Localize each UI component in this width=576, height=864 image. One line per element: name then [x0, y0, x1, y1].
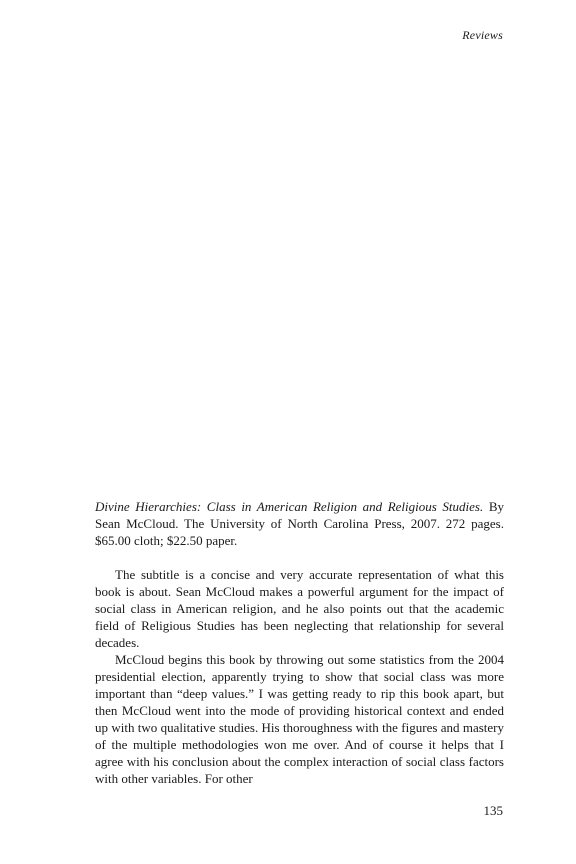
- book-details: By Sean McCloud. The University of North Carolina Press, 2007. 272 pages. $65.00 cloth; $22.50 paper.: [95, 499, 504, 548]
- review-paragraph-2: McCloud begins this book by throwing out some statistics from the 2004 presidential election, apparently trying to show that social class was more important than “deep values.” I was getting ready to rip this book apart, but then McCloud went into the mode of providing historical context and ended up with two qualitative studies. His thoroughness with the figures and mastery of the multiple methodologies won me over. And of course it helps that I agree with his conclusion about the complex interaction of social class factors with other variables. For other: [95, 652, 504, 786]
- review-paragraph-1: The subtitle is a concise and very accurate representation of what this book is about. Sean McCloud makes a powerful argument for the impact of social class in American religion, and he also points out that the academic field of Religious Studies has been neglecting that relationship for several decades.: [95, 567, 504, 650]
- running-head: Reviews: [462, 28, 503, 42]
- book-title: Divine Hierarchies: Class in American Religion and Religious Studies.: [95, 499, 484, 514]
- book-citation: [95, 498, 504, 549]
- page-number: 135: [483, 803, 503, 818]
- review-body: [95, 498, 504, 787]
